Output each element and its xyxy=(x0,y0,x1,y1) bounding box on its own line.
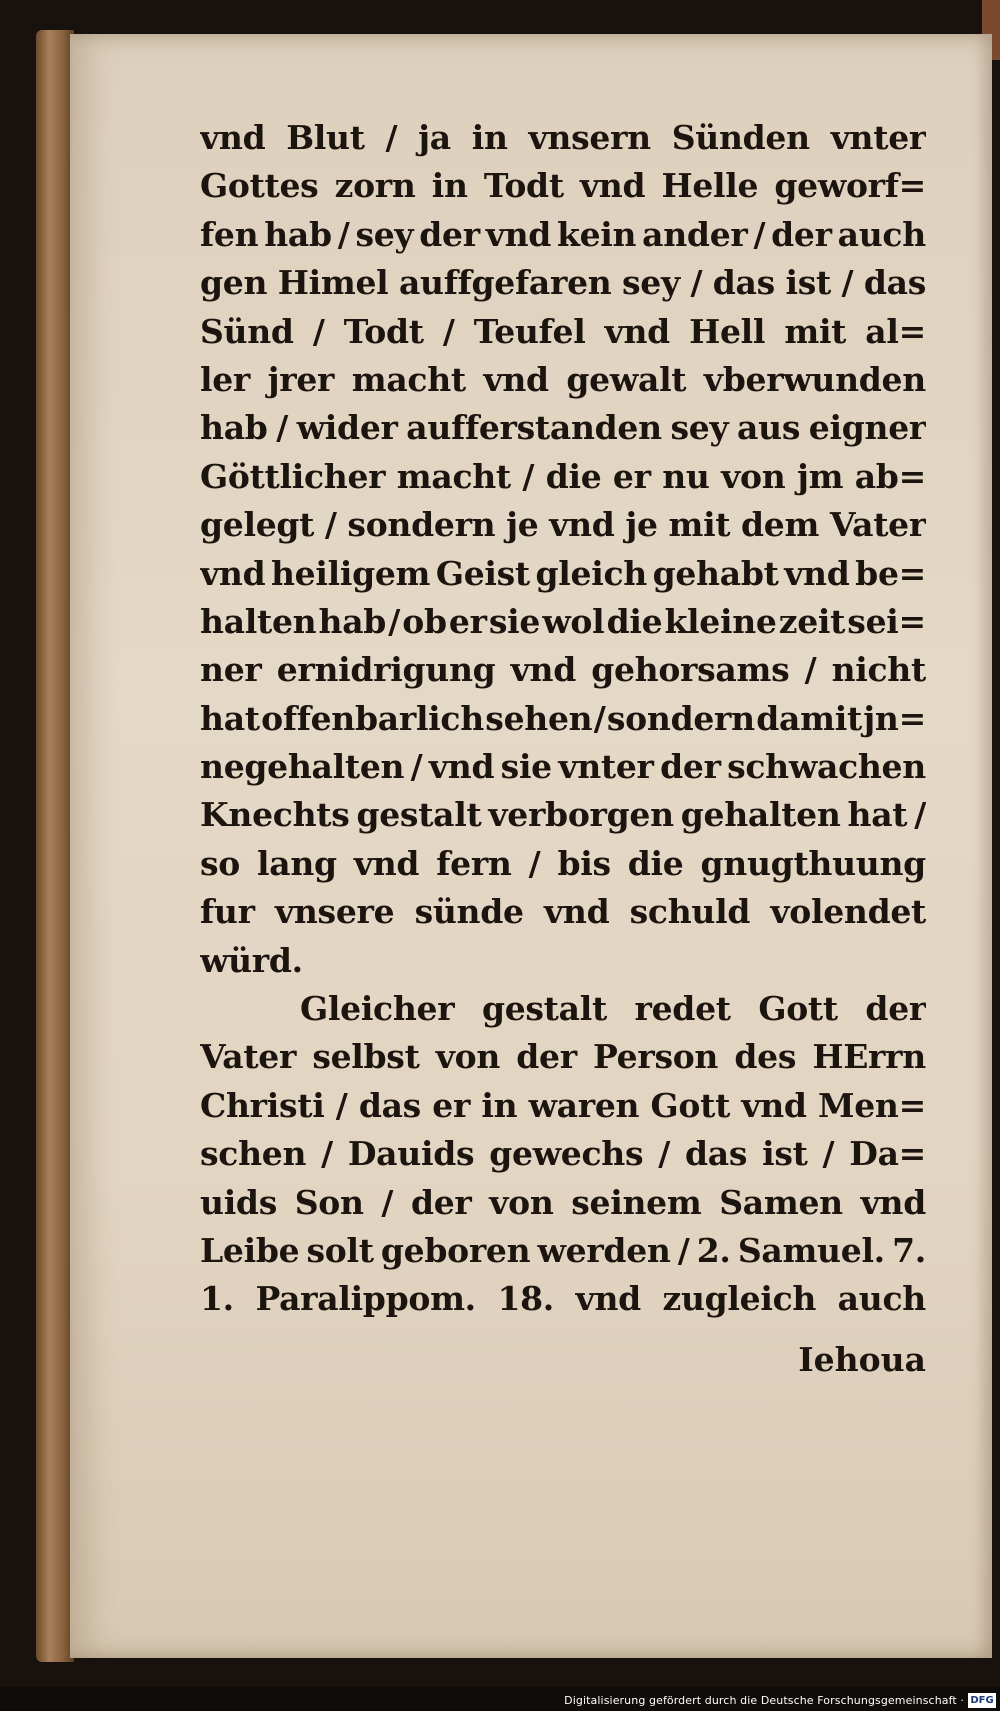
text-line: fur vnsere sünde vnd schuld volendet xyxy=(200,892,926,932)
text-line: hab / wider aufferstanden sey aus eigner xyxy=(200,408,926,448)
text-line: vnd heiligem Geist gleich gehabt vnd be= xyxy=(200,553,926,593)
text-line: würd. xyxy=(200,940,303,980)
text-line: gelegt / sondern je vnd je mit dem Vater xyxy=(200,505,926,545)
text-line: halten hab / ob er sie wol die kleine zeit sei= xyxy=(200,601,926,641)
text-line-paragraph-start: Gleicher gestalt redet Gott der xyxy=(300,989,926,1029)
text-line: Vater selbst von der Person des HErrn xyxy=(200,1037,926,1077)
text-line: Christi / das er in waren Gott vnd Men= xyxy=(200,1085,926,1125)
text-line: Sünd / Todt / Teufel vnd Hell mit al= xyxy=(200,311,926,351)
text-line: Göttlicher macht / die er nu von jm ab= xyxy=(200,456,926,496)
text-line: schen / Dauids gewechs / das ist / Da= xyxy=(200,1134,926,1174)
text-line: gen Himel auffgefaren sey / das ist / das xyxy=(200,263,926,303)
text-line: vnd Blut / ja in vnsern Sünden vnter xyxy=(200,118,926,157)
text-line: fen hab / sey der vnd kein ander / der auch xyxy=(200,214,926,254)
text-line: Leibe solt geboren werden / 2. Samuel. 7. xyxy=(200,1230,926,1270)
text-line: ner ernidrigung vnd gehorsams / nicht xyxy=(200,650,926,690)
dfg-logo-icon: DFG xyxy=(968,1693,996,1708)
text-line: negehalten / vnd sie vnter der schwachen xyxy=(200,747,926,787)
text-line: so lang vnd fern / bis die gnugthuung xyxy=(200,843,926,883)
book-spine xyxy=(36,30,74,1662)
footer-bar xyxy=(0,1687,1000,1711)
digitization-credit: Digitalisierung gefördert durch die Deutsche Forschungsgemeinschaft · xyxy=(564,1694,964,1707)
text-line: Gottes zorn in Todt vnd Helle geworf= xyxy=(200,166,926,206)
text-line: hat offenbarlich sehen / sondern damit jn= xyxy=(200,698,926,738)
catchword: Iehoua xyxy=(798,1340,926,1379)
page-text xyxy=(200,114,926,1324)
text-line: 1. Paralippom. 18. vnd zugleich auch xyxy=(200,1279,926,1319)
text-line: ler jrer macht vnd gewalt vberwunden xyxy=(200,359,926,399)
text-line: uids Son / der von seinem Samen vnd xyxy=(200,1182,926,1222)
text-line: Knechts gestalt verborgen gehalten hat / xyxy=(200,795,926,835)
